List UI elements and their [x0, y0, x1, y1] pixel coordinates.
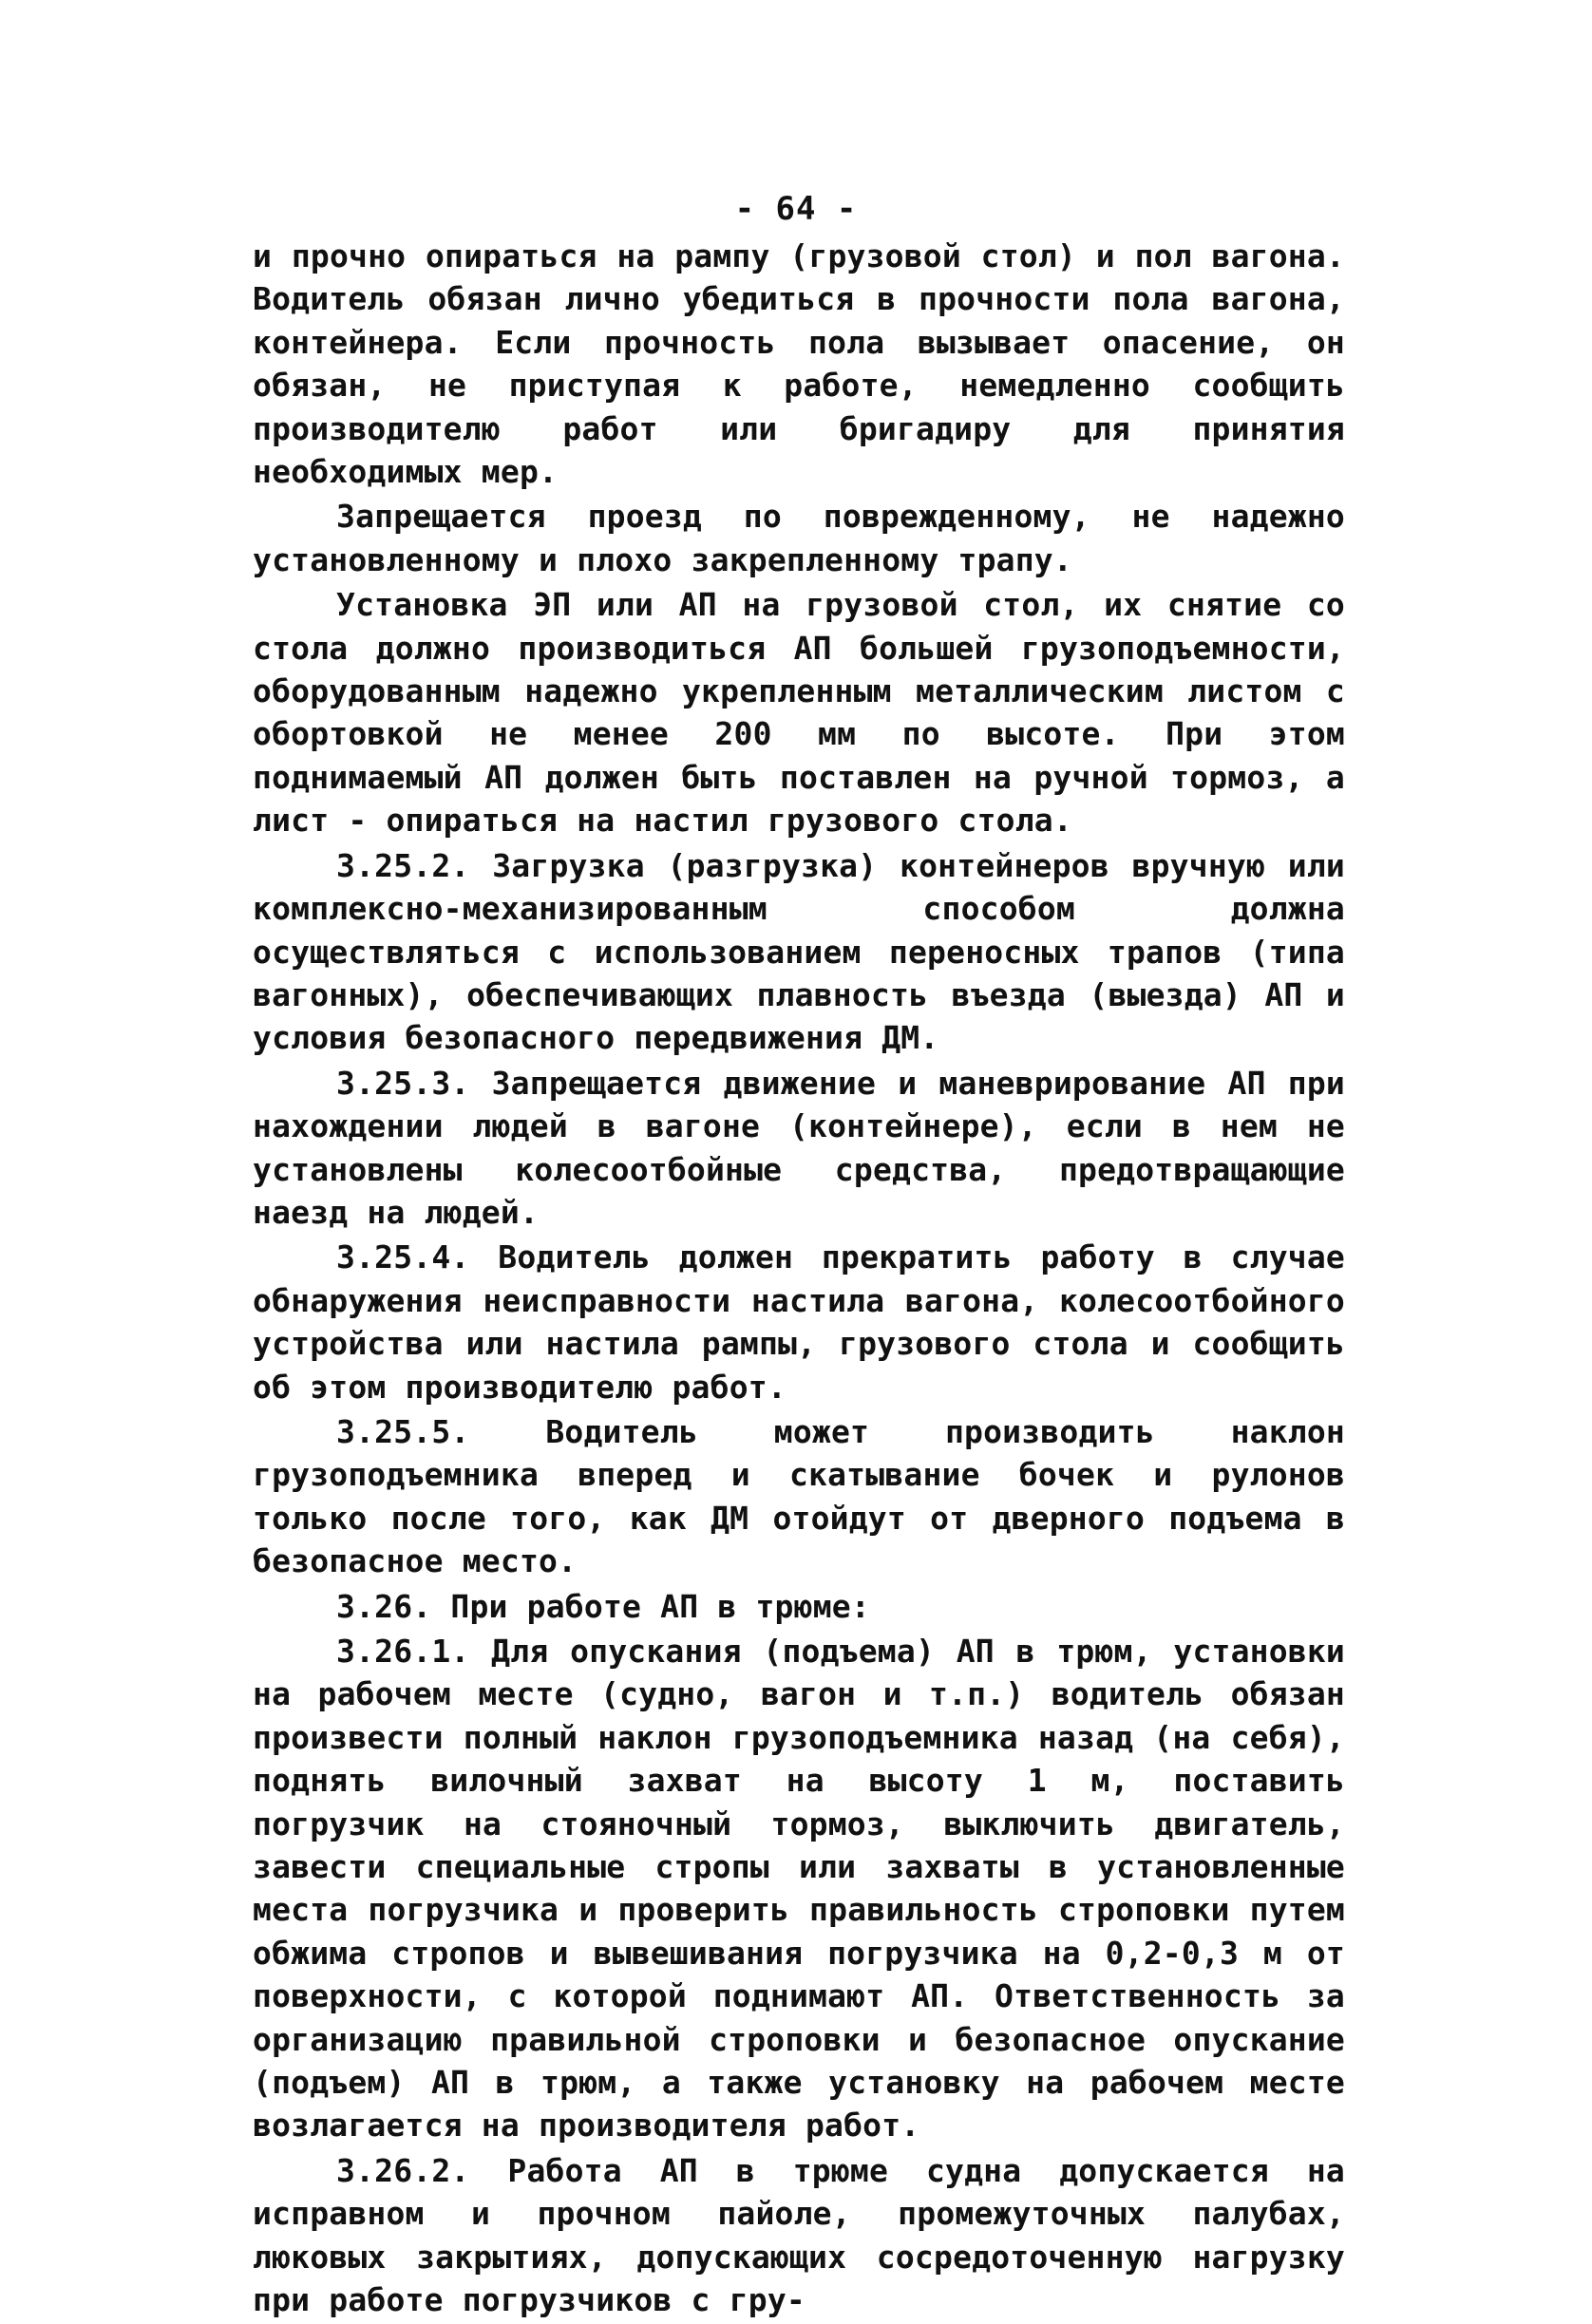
paragraph-3-25-4: 3.25.4. Водитель должен прекратить работу в случае обнаружения неисправности настила вагона, колесоотбойного устройства или настила рампы, грузового стола и сообщить об этом производителю работ. [253, 1238, 1345, 1406]
paragraph-3-25-5: 3.25.5. Водитель может производить наклон грузоподъемника вперед и скатывание бочек и рулонов только после того, как ДМ отойдут от дверного подъема в безопасное место. [253, 1412, 1345, 1580]
paragraph-trap-prohibition: Запрещается проезд по поврежденному, не надежно установленному и плохо закрепленному трапу. [253, 498, 1345, 578]
paragraph-continuation: и прочно опираться на рампу (грузовой стол) и пол вагона. Водитель обязан лично убедиться в прочности пола вагона, контейнера. Если прочность пола вызывает опасение, он обязан, не приступая к работе, немедленно сообщить производителю работ или бригадиру для принятия необходимых мер. [253, 237, 1345, 491]
document-body [253, 235, 1345, 2324]
paragraph-3-26-2: 3.26.2. Работа АП в трюме судна допускается на исправном и прочном пайоле, промежуточных палубах, люковых закрытиях, допускающих сосредоточенную нагрузку при работе погрузчиков с гру- [253, 2151, 1345, 2319]
paragraph-3-25-2: 3.25.2. Загрузка (разгрузка) контейнеров вручную или комплексно-механизированным способом должна осуществляться с использованием переносных трапов (типа вагонных), обеспечивающих плавность въезда (выезда) АП и условия безопасного передвижения ДМ. [253, 846, 1345, 1057]
paragraph-3-26-1: 3.26.1. Для опускания (подъема) АП в трюм, установки на рабочем месте (судно, вагон и т.п.) водитель обязан произвести полный наклон грузоподъемника назад (на себя), поднять вилочный захват на высоту 1 м, поставить погрузчик на стояночный тормоз, выключить двигатель, завести специальные стропы или захваты в установленные места погрузчика и проверить правильность строповки путем обжима стропов и вывешивания погрузчика на 0,2-0,3 м от поверхности, с которой поднимают АП. Ответственность за организацию правильной строповки и безопасное опускание (подъем) АП в трюм, а также установку на рабочем месте возлагается на производителя работ. [253, 1633, 1345, 2145]
page-number: - 64 - [734, 190, 858, 228]
paragraph-3-25-3: 3.25.3. Запрещается движение и маневрирование АП при нахождении людей в вагоне (контейнере), если в нем не установлены колесоотбойные средства, предотвращающие наезд на людей. [253, 1064, 1345, 1231]
section-heading-3-26: 3.26. При работе АП в трюме: [336, 1587, 870, 1625]
paragraph-installation: Установка ЭП или АП на грузовой стол, их снятие со стола должно производиться АП большей грузоподъемности, оборудованным надежно укрепленным металлическим листом с обортовкой не менее 200 мм по высоте. При этом поднимаемый АП должен быть поставлен на ручной тормоз, а лист - опираться на настил грузового стола. [253, 586, 1345, 840]
